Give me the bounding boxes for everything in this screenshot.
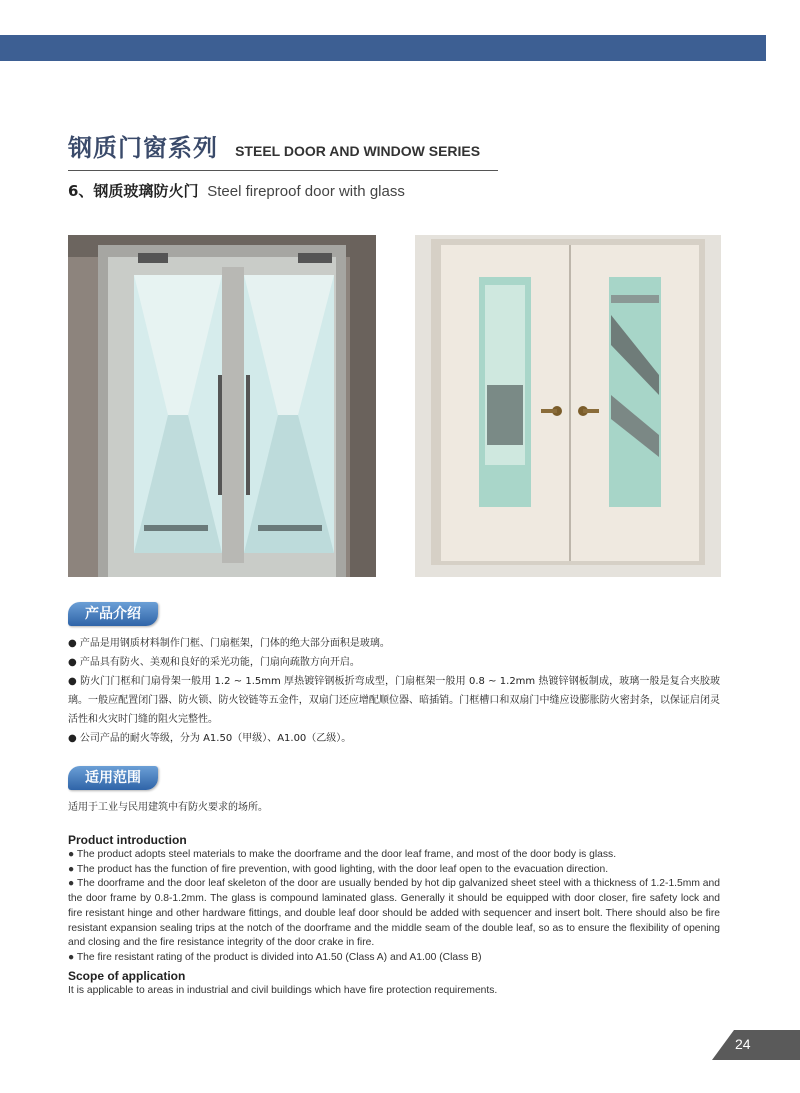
list-item: ● 防火门门框和门扇骨架一般用 1.2 ~ 1.5mm 厚热镀锌钢板折弯成型，门扇框架一般用 0.8 ~ 1.2mm 热镀锌钢板制成，玻璃一般是复合夹胶玻璃。一般应配置闭门器、防火锁、防火铰链等五金件，双扇门还应增配顺位器、暗插销。门框槽口和双扇门中缝应设膨胀防火密封条，以保证启闭灵活性和火灾时门缝的阻火完整性。 (68, 676, 720, 725)
list-item: ● 产品是用钢质材料制作门框、门扇框架，门体的绝大部分面积是玻璃。 (68, 638, 390, 649)
intro-en-section (68, 832, 720, 966)
list-item: ● The product has the function of fire prevention, with good lighting, with the door leaf open to the evacuation direction. (68, 863, 609, 875)
section-badge-scope: 适用范围 (68, 766, 158, 790)
product-title-en: Steel fireproof door with glass (207, 183, 405, 200)
list-item: ● The product adopts steel materials to make the doorframe and the door leaf frame, and most of the door body is glass. (68, 849, 617, 860)
product-title-cn: 6、钢质玻璃防火门 (68, 182, 199, 200)
series-title-cn: 钢质门窗系列 (68, 134, 218, 162)
title-divider (68, 170, 498, 171)
page-number: 24 (735, 1036, 751, 1052)
section-badge-intro: 产品介绍 (68, 602, 158, 626)
header-accent-bar (0, 35, 766, 61)
intro-cn-list (68, 634, 720, 748)
series-title (68, 128, 480, 163)
list-item: ● The fire resistant rating of the product is divided into A1.50 (Class A) and A1.00 (Class B) (68, 951, 482, 963)
photo-steel-door-vision-panels (415, 235, 721, 577)
intro-en-heading: Product introduction (68, 833, 187, 847)
scope-en-text: It is applicable to areas in industrial and civil buildings which have fire protection requirements. (68, 985, 498, 996)
page-number-tab (712, 1030, 800, 1060)
photo-glass-double-door (68, 235, 376, 577)
series-title-en: STEEL DOOR AND WINDOW SERIES (235, 143, 481, 159)
list-item: ● 公司产品的耐火等级，分为 A1.50（甲级）、A1.00（乙级）。 (68, 733, 352, 744)
scope-cn-text: 适用于工业与民用建筑中有防火要求的场所。 (68, 802, 268, 813)
scope-en-heading: Scope of application (68, 969, 186, 983)
scope-en-section (68, 968, 720, 999)
list-item: ● The doorframe and the door leaf skeleton of the door are usually bended by hot dip galvanized sheet steel with a thickness of 1.2-1.5mm and the door frame by 0.8-1.2mm. The glass is compound laminated glass. Generally it should be equipped with door closer, fire safety lock and fire resistant hinge and other hardware fittings, and double leaf door should be added with sequencer and insert bolt. There should also be fire resistant expansion sealing trips at the notch of the doorframe and the middle seam of the double leaf, so as to ensure the flexibility of opening and closing and the fire resistance integrity of the door crake in fire. (68, 878, 720, 949)
product-title (68, 180, 405, 201)
list-item: ● 产品具有防火、美观和良好的采光功能，门扇向疏散方向开启。 (68, 657, 360, 668)
